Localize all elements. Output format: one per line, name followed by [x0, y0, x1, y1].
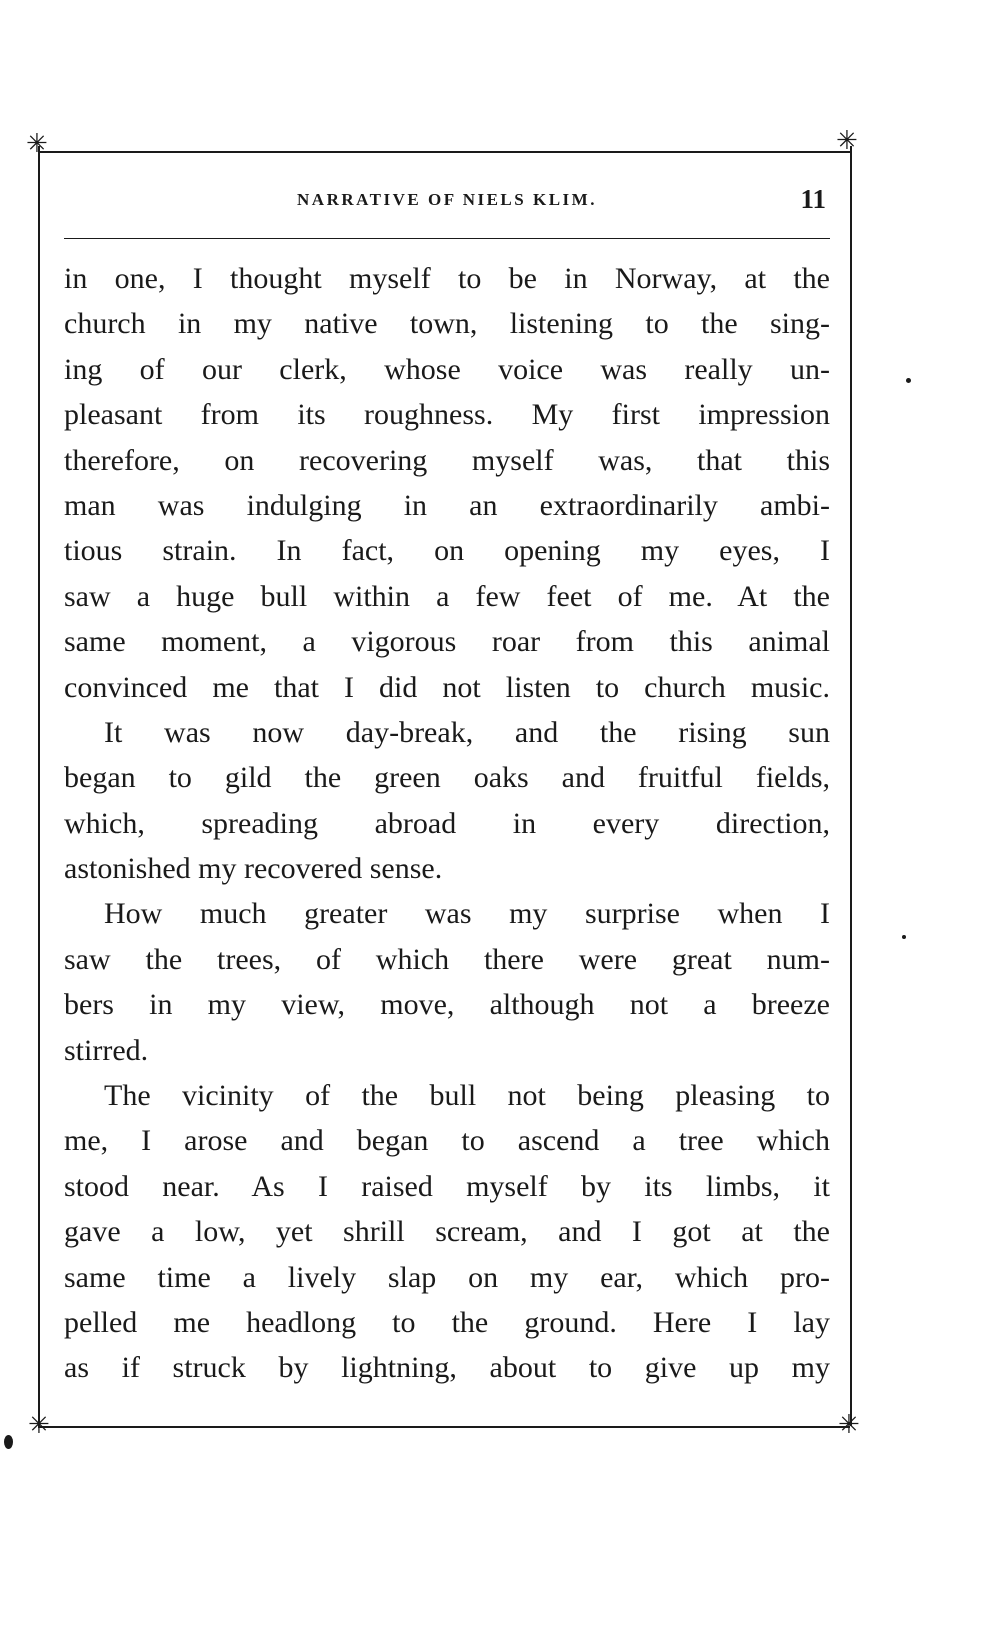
text-line: man was indulging in an extraordinarily ambi-	[64, 488, 830, 522]
text-line: saw a huge bull within a few feet of me. At the	[64, 579, 830, 613]
text-line: pelled me headlong to the ground. Here I lay	[64, 1305, 830, 1339]
text-line: convinced me that I did not listen to church music.	[64, 670, 830, 704]
text-line: same moment, a vigorous roar from this animal	[64, 625, 830, 659]
text-line: as if struck by lightning, about to give up my	[64, 1351, 830, 1385]
text-line: How much greater was my surprise when I	[104, 897, 830, 931]
text-line: therefore, on recovering myself was, that this	[64, 443, 830, 477]
text-line: The vicinity of the bull not being pleasing to	[104, 1079, 830, 1113]
text-line: stirred.	[64, 1033, 149, 1067]
text-line: gave a low, yet shrill scream, and I got at the	[64, 1215, 830, 1249]
bottom-border-rule	[38, 1426, 850, 1428]
text-line: ing of our clerk, whose voice was really un-	[64, 352, 830, 386]
print-speck	[902, 935, 906, 939]
text-line: tious strain. In fact, on opening my eyes, I	[64, 534, 830, 568]
ornament-bottom-left-icon: ✳	[28, 1410, 50, 1440]
print-speck	[906, 378, 911, 383]
text-line: stood near. As I raised myself by its limbs, it	[64, 1169, 830, 1203]
page-number: 11	[800, 184, 826, 214]
text-line: which, spreading abroad in every direction,	[64, 806, 830, 840]
print-speck	[4, 1435, 13, 1449]
text-line: me, I arose and began to ascend a tree which	[64, 1124, 830, 1158]
text-line: saw the trees, of which there were great num-	[64, 942, 830, 976]
text-line: astonished my recovered sense.	[64, 852, 443, 886]
text-line: began to gild the green oaks and fruitful fields,	[64, 761, 830, 795]
running-head: NARRATIVE OF NIELS KLIM.	[297, 190, 597, 209]
text-line: in one, I thought myself to be in Norway, at the	[64, 262, 830, 295]
body-text	[64, 256, 830, 1391]
text-line: pleasant from its roughness. My first impression	[64, 398, 830, 432]
text-line: bers in my view, move, although not a breeze	[64, 988, 830, 1022]
ornament-top-left-icon: ✳	[26, 129, 48, 159]
page-header	[62, 184, 832, 224]
top-border-rule	[38, 151, 850, 153]
text-line: It was now day-break, and the rising sun	[104, 715, 830, 749]
ornament-top-right-icon: ✳	[836, 126, 858, 156]
text-line: same time a lively slap on my ear, which pro-	[64, 1260, 830, 1294]
text-line: church in my native town, listening to the sing-	[64, 307, 830, 341]
header-rule	[64, 238, 830, 239]
ornament-bottom-right-icon: ✳	[838, 1410, 860, 1440]
